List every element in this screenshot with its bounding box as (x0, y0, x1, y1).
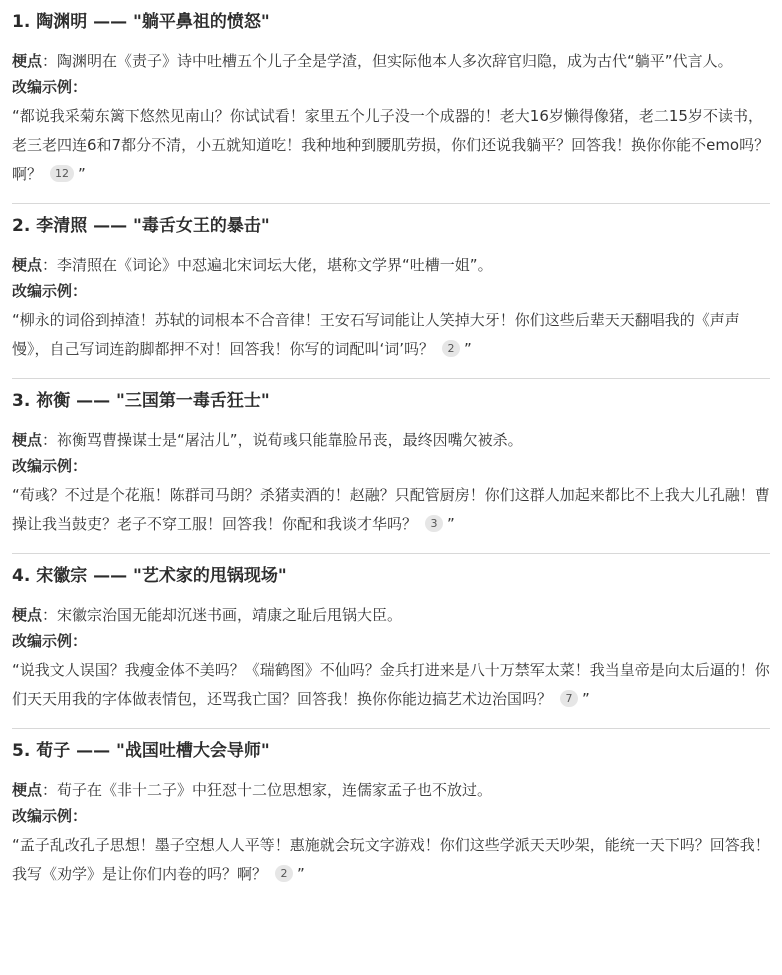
meme-point-label: 梗点 (12, 52, 43, 70)
example-separator: ： (72, 457, 88, 475)
example-quote (12, 481, 770, 539)
meme-point-text: 陶渊明在《责子》诗中吐槽五个儿子全是学渣，但实际他本人多次辞官归隐，成为古代“躺平”代言人。 (57, 52, 733, 70)
quote-close-mark: ” (447, 515, 455, 533)
section-heading: 2. 李清照 —— "毒舌女王的暴击" (12, 216, 270, 236)
meme-point-label: 梗点 (12, 431, 43, 449)
example-label: 改编示例 (12, 807, 73, 825)
quote-text: “说我文人误国？我瘦金体不美吗？《瑞鹤图》不仙吗？金兵打进来是八十万禁军太菜！我当皇帝是向太后逼的！你们天天用我的字体做表情包，还骂我亡国？回答我！换你你能边搞艺术边治国吗？ (12, 661, 770, 708)
quote-text: “孟子乱改孔子思想！墨子空想人人平等！惠施就会玩文字游戏！你们这些学派天天吵架，能统一天下吗？回答我！我写《劝学》是让你们内卷的吗？啊？ (12, 836, 770, 883)
citation-badge[interactable]: 2 (275, 865, 293, 882)
quote-text: “都说我采菊东篱下悠然见南山？你试试看！家里五个儿子没一个成器的！老大16岁懒得像猪，老二15岁不读书，老三老四连6和7都分不清，小五就知道吃！我种地种到腰肌劳损，你们还说我躺平？回答我！换你你能不emo吗？啊？ (12, 107, 770, 183)
example-label: 改编示例 (12, 457, 73, 475)
meme-point-paragraph (12, 777, 770, 803)
section-heading: 4. 宋徽宗 —— "艺术家的甩锅现场" (12, 566, 287, 586)
example-separator: ： (72, 807, 88, 825)
meme-point-text: 荀子在《非十二子》中狂怼十二位思想家，连儒家孟子也不放过。 (57, 781, 493, 799)
quote-text: “柳永的词俗到掉渣！苏轼的词根本不合音律！王安石写词能让人笑掉大牙！你们这些后辈天天翻唱我的《声声慢》，自己写词连韵脚都押不对！回答我！你写的词配叫‘词’吗？ (12, 311, 740, 358)
meme-point-separator: ： (42, 256, 58, 274)
example-quote (12, 306, 770, 364)
section-heading: 3. 祢衡 —— "三国第一毒舌狂士" (12, 391, 270, 411)
meme-point-label: 梗点 (12, 256, 43, 274)
example-separator: ： (72, 632, 88, 650)
meme-point-text: 李清照在《词论》中怼遍北宋词坛大佬，堪称文学界“吐槽一姐”。 (57, 256, 493, 274)
quote-close-mark: ” (464, 340, 472, 358)
example-label: 改编示例 (12, 282, 73, 300)
quote-close-mark: ” (297, 865, 305, 883)
example-label: 改编示例 (12, 632, 73, 650)
quote-close-mark: ” (582, 690, 590, 708)
example-label-line (12, 278, 770, 304)
example-label-line (12, 628, 770, 654)
meme-point-paragraph (12, 252, 770, 278)
meme-point-text: 宋徽宗治国无能却沉迷书画，靖康之耻后甩锅大臣。 (57, 606, 403, 624)
quote-close-mark: ” (78, 165, 86, 183)
meme-point-separator: ： (42, 52, 58, 70)
meme-point-text: 祢衡骂曹操谋士是“屠沽儿”，说荀彧只能靠脸吊丧，最终因嘴欠被杀。 (57, 431, 523, 449)
example-label-line (12, 74, 770, 100)
meme-point-label: 梗点 (12, 781, 43, 799)
citation-badge[interactable]: 2 (442, 340, 460, 357)
section-3 (12, 379, 770, 554)
example-label-line (12, 803, 770, 829)
meme-point-separator: ： (42, 606, 58, 624)
section-1 (12, 0, 770, 204)
section-2 (12, 204, 770, 379)
example-quote (12, 656, 770, 714)
section-5 (12, 729, 770, 889)
article-body (12, 0, 770, 889)
meme-point-paragraph (12, 48, 770, 74)
citation-badge[interactable]: 12 (50, 165, 74, 182)
example-separator: ： (72, 282, 88, 300)
meme-point-label: 梗点 (12, 606, 43, 624)
quote-text: “荀彧？不过是个花瓶！陈群司马朗？杀猪卖酒的！赵融？只配管厨房！你们这群人加起来都比不上我大儿孔融！曹操让我当鼓吏？老子不穿工服！回答我！你配和我谈才华吗？ (12, 486, 770, 533)
meme-point-separator: ： (42, 781, 58, 799)
example-label: 改编示例 (12, 78, 73, 96)
citation-badge[interactable]: 7 (560, 690, 578, 707)
example-separator: ： (72, 78, 88, 96)
section-heading: 1. 陶渊明 —— "躺平鼻祖的愤怒" (12, 12, 270, 32)
meme-point-paragraph (12, 427, 770, 453)
meme-point-paragraph (12, 602, 770, 628)
meme-point-separator: ： (42, 431, 58, 449)
section-heading: 5. 荀子 —— "战国吐槽大会导师" (12, 741, 270, 761)
section-4 (12, 554, 770, 729)
example-quote (12, 102, 770, 189)
citation-badge[interactable]: 3 (425, 515, 443, 532)
example-label-line (12, 453, 770, 479)
example-quote (12, 831, 770, 889)
